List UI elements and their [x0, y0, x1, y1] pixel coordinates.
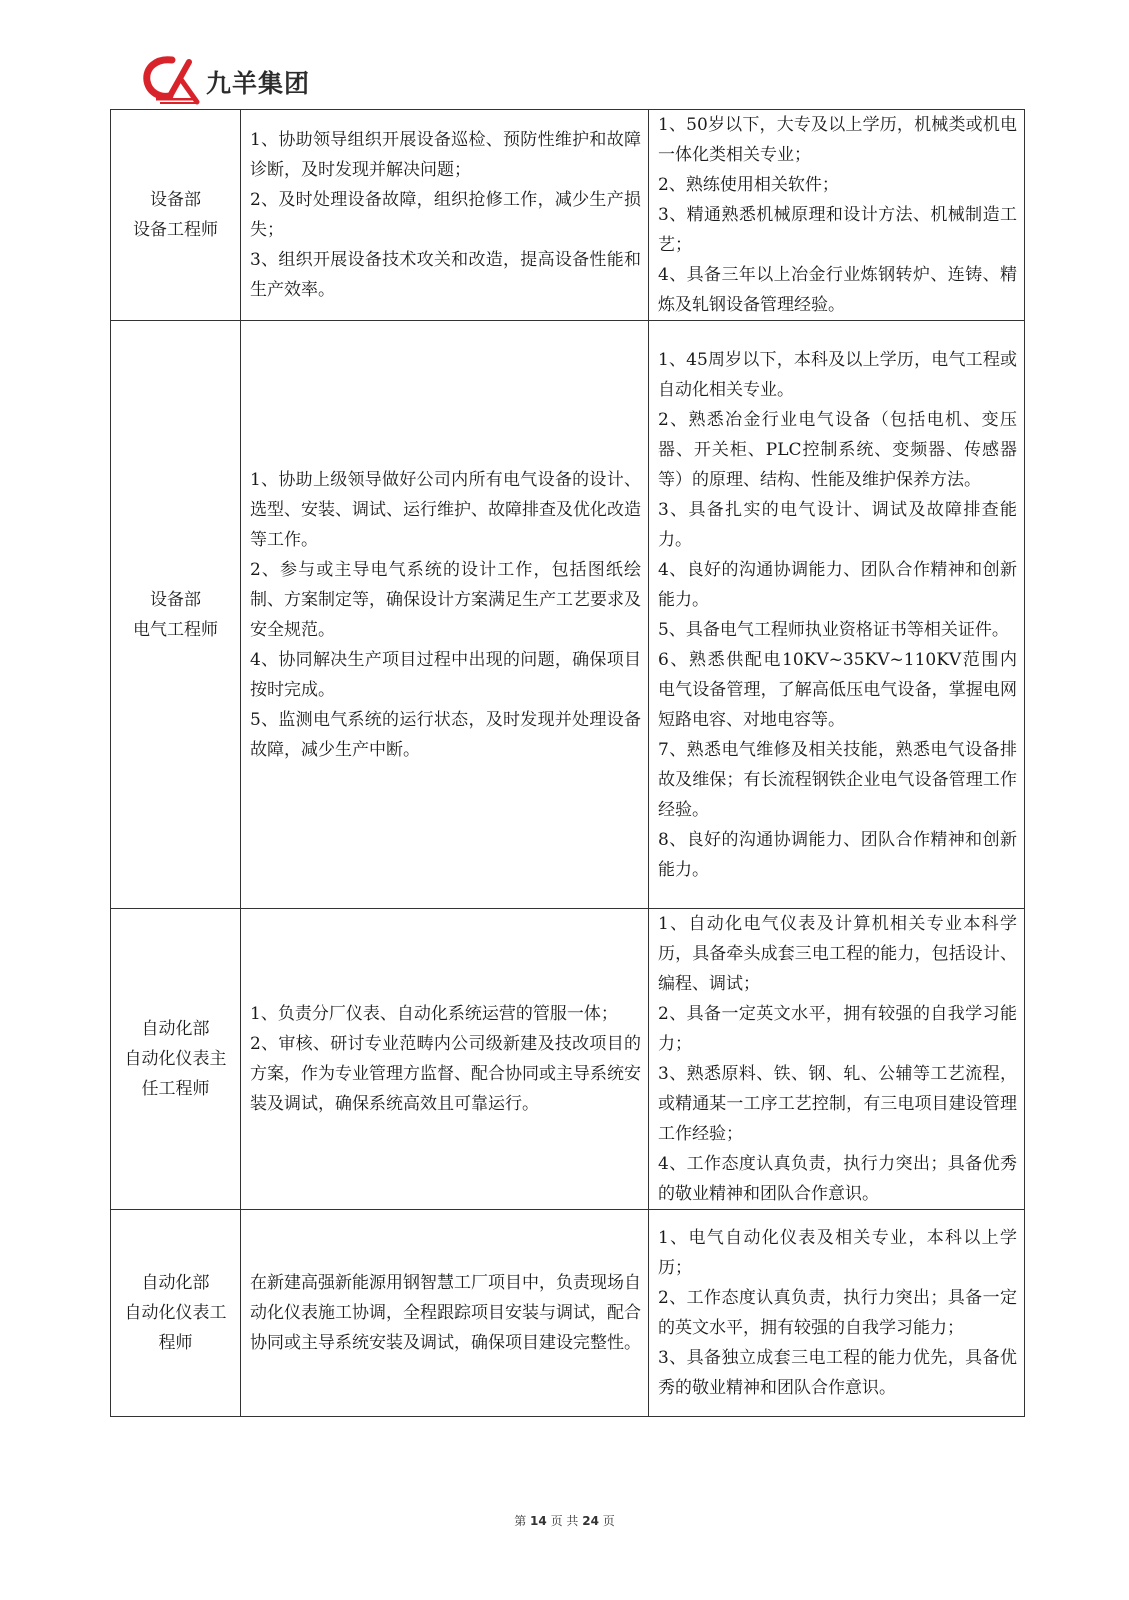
company-name: 九羊集团: [206, 69, 311, 98]
requirement-item: 1、50岁以下，大专及以上学历，机械类或机电一体化类相关专业；: [658, 115, 1017, 165]
requirement-item: 3、熟悉原料、铁、钢、轧、公辅等工艺流程，或精通某一工序工艺控制，有三电项目建设管理工作经验；: [658, 1064, 1017, 1144]
duties-cell: [241, 1210, 649, 1417]
position-cell: [111, 321, 241, 909]
requirement-item: 2、工作态度认真负责，执行力突出；具备一定的英文水平，拥有较强的自我学习能力；: [658, 1288, 1017, 1338]
page-footer: [0, 1512, 1129, 1529]
position-cell: [111, 909, 241, 1210]
duty-item: 在新建高强新能源用钢智慧工厂项目中，负责现场自动化仪表施工协调，全程跟踪项目安装与调试，配合协同或主导系统安装及调试，确保项目建设完整性。: [250, 1273, 641, 1353]
duties-cell: [241, 110, 649, 321]
table-row: [111, 1210, 1025, 1417]
position-cell: [111, 1210, 241, 1417]
requirement-item: 7、熟悉电气维修及相关技能，熟悉电气设备排故及维保；有长流程钢铁企业电气设备管理工作经验。: [658, 739, 1017, 820]
footer-middle: 页 共: [550, 1514, 579, 1528]
duty-item: 2、审核、研讨专业范畴内公司级新建及技改项目的方案，作为专业管理方监督、配合协同或主导系统安装及调试，确保系统高效且可靠运行。: [250, 1034, 641, 1114]
requirements-cell: [649, 1210, 1025, 1417]
position-title: 任工程师: [141, 1079, 210, 1099]
jiuyang-logo-icon: [142, 54, 200, 106]
requirement-item: 3、具备独立成套三电工程的能力优先，具备优秀的敬业精神和团队合作意识。: [658, 1348, 1017, 1398]
duty-item: 1、协助上级领导做好公司内所有电气设备的设计、选型、安装、调试、运行维护、故障排查及优化改造等工作。: [250, 469, 641, 550]
page-header: [140, 52, 1020, 110]
department-name: 设备部: [150, 589, 201, 610]
department-name: 自动化部: [141, 1019, 210, 1039]
footer-total-pages: 24: [582, 1514, 599, 1528]
duty-item: 1、负责分厂仪表、自动化系统运营的管服一体；: [250, 1004, 618, 1024]
requirement-item: 2、熟练使用相关软件；: [658, 175, 839, 195]
requirements-cell: [649, 909, 1025, 1210]
position-title: 程师: [158, 1333, 193, 1353]
duties-cell: [241, 321, 649, 909]
duty-item: 2、参与或主导电气系统的设计工作，包括图纸绘制、方案制定等，确保设计方案满足生产工艺要求及安全规范。: [250, 559, 641, 640]
table-row: [111, 909, 1025, 1210]
footer-prefix: 第: [514, 1514, 527, 1528]
requirement-item: 3、精通熟悉机械原理和设计方法、机械制造工艺；: [658, 205, 1017, 255]
position-cell: [111, 110, 241, 321]
requirement-item: 8、良好的沟通协调能力、团队合作精神和创新能力。: [658, 829, 1017, 880]
position-title: 设备工程师: [133, 220, 218, 240]
footer-page-number: 14: [530, 1514, 547, 1528]
duty-item: 2、及时处理设备故障，组织抢修工作，减少生产损失；: [250, 190, 641, 240]
requirement-item: 1、电气自动化仪表及相关专业，本科以上学历；: [658, 1228, 1017, 1278]
department-name: 设备部: [150, 190, 201, 210]
duty-item: 3、组织开展设备技术攻关和改造，提高设备性能和生产效率。: [250, 250, 641, 300]
requirement-item: 1、45周岁以下，本科及以上学历，电气工程或自动化相关专业。: [658, 349, 1017, 400]
requirement-item: 2、具备一定英文水平，拥有较强的自我学习能力；: [658, 1004, 1017, 1054]
requirement-item: 3、具备扎实的电气设计、调试及故障排查能力。: [658, 499, 1017, 550]
position-table: [110, 109, 1025, 1417]
table-row: [111, 110, 1025, 321]
requirements-cell: [649, 110, 1025, 321]
requirement-item: 4、良好的沟通协调能力、团队合作精神和创新能力。: [658, 559, 1017, 610]
requirement-item: 6、熟悉供配电10KV~35KV~110KV范围内电气设备管理，了解高低压电气设备，掌握电网短路电容、对地电容等。: [658, 649, 1017, 730]
department-name: 自动化部: [141, 1273, 210, 1293]
duty-item: 1、协助领导组织开展设备巡检、预防性维护和故障诊断，及时发现并解决问题；: [250, 130, 641, 180]
footer-suffix: 页: [602, 1514, 615, 1528]
position-title: 自动化仪表主: [124, 1049, 227, 1069]
requirement-item: 4、工作态度认真负责，执行力突出；具备优秀的敬业精神和团队合作意识。: [658, 1154, 1017, 1204]
position-title: 电气工程师: [133, 619, 218, 640]
table-row: [111, 321, 1025, 909]
position-title: 自动化仪表工: [124, 1303, 227, 1323]
duties-cell: [241, 909, 649, 1210]
duty-item: 4、协同解决生产项目过程中出现的问题，确保项目按时完成。: [250, 649, 641, 700]
requirement-item: 1、自动化电气仪表及计算机相关专业本科学历，具备牵头成套三电工程的能力，包括设计、编程、调试；: [658, 914, 1017, 994]
requirements-cell: [649, 321, 1025, 909]
requirement-item: 2、熟悉冶金行业电气设备（包括电机、变压器、开关柜、PLC控制系统、变频器、传感器等）的原理、结构、性能及维护保养方法。: [658, 409, 1017, 490]
duty-item: 5、监测电气系统的运行状态，及时发现并处理设备故障，减少生产中断。: [250, 709, 641, 760]
requirement-item: 5、具备电气工程师执业资格证书等相关证件。: [658, 619, 1009, 640]
requirement-item: 4、具备三年以上冶金行业炼钢转炉、连铸、精炼及轧钢设备管理经验。: [658, 265, 1017, 315]
